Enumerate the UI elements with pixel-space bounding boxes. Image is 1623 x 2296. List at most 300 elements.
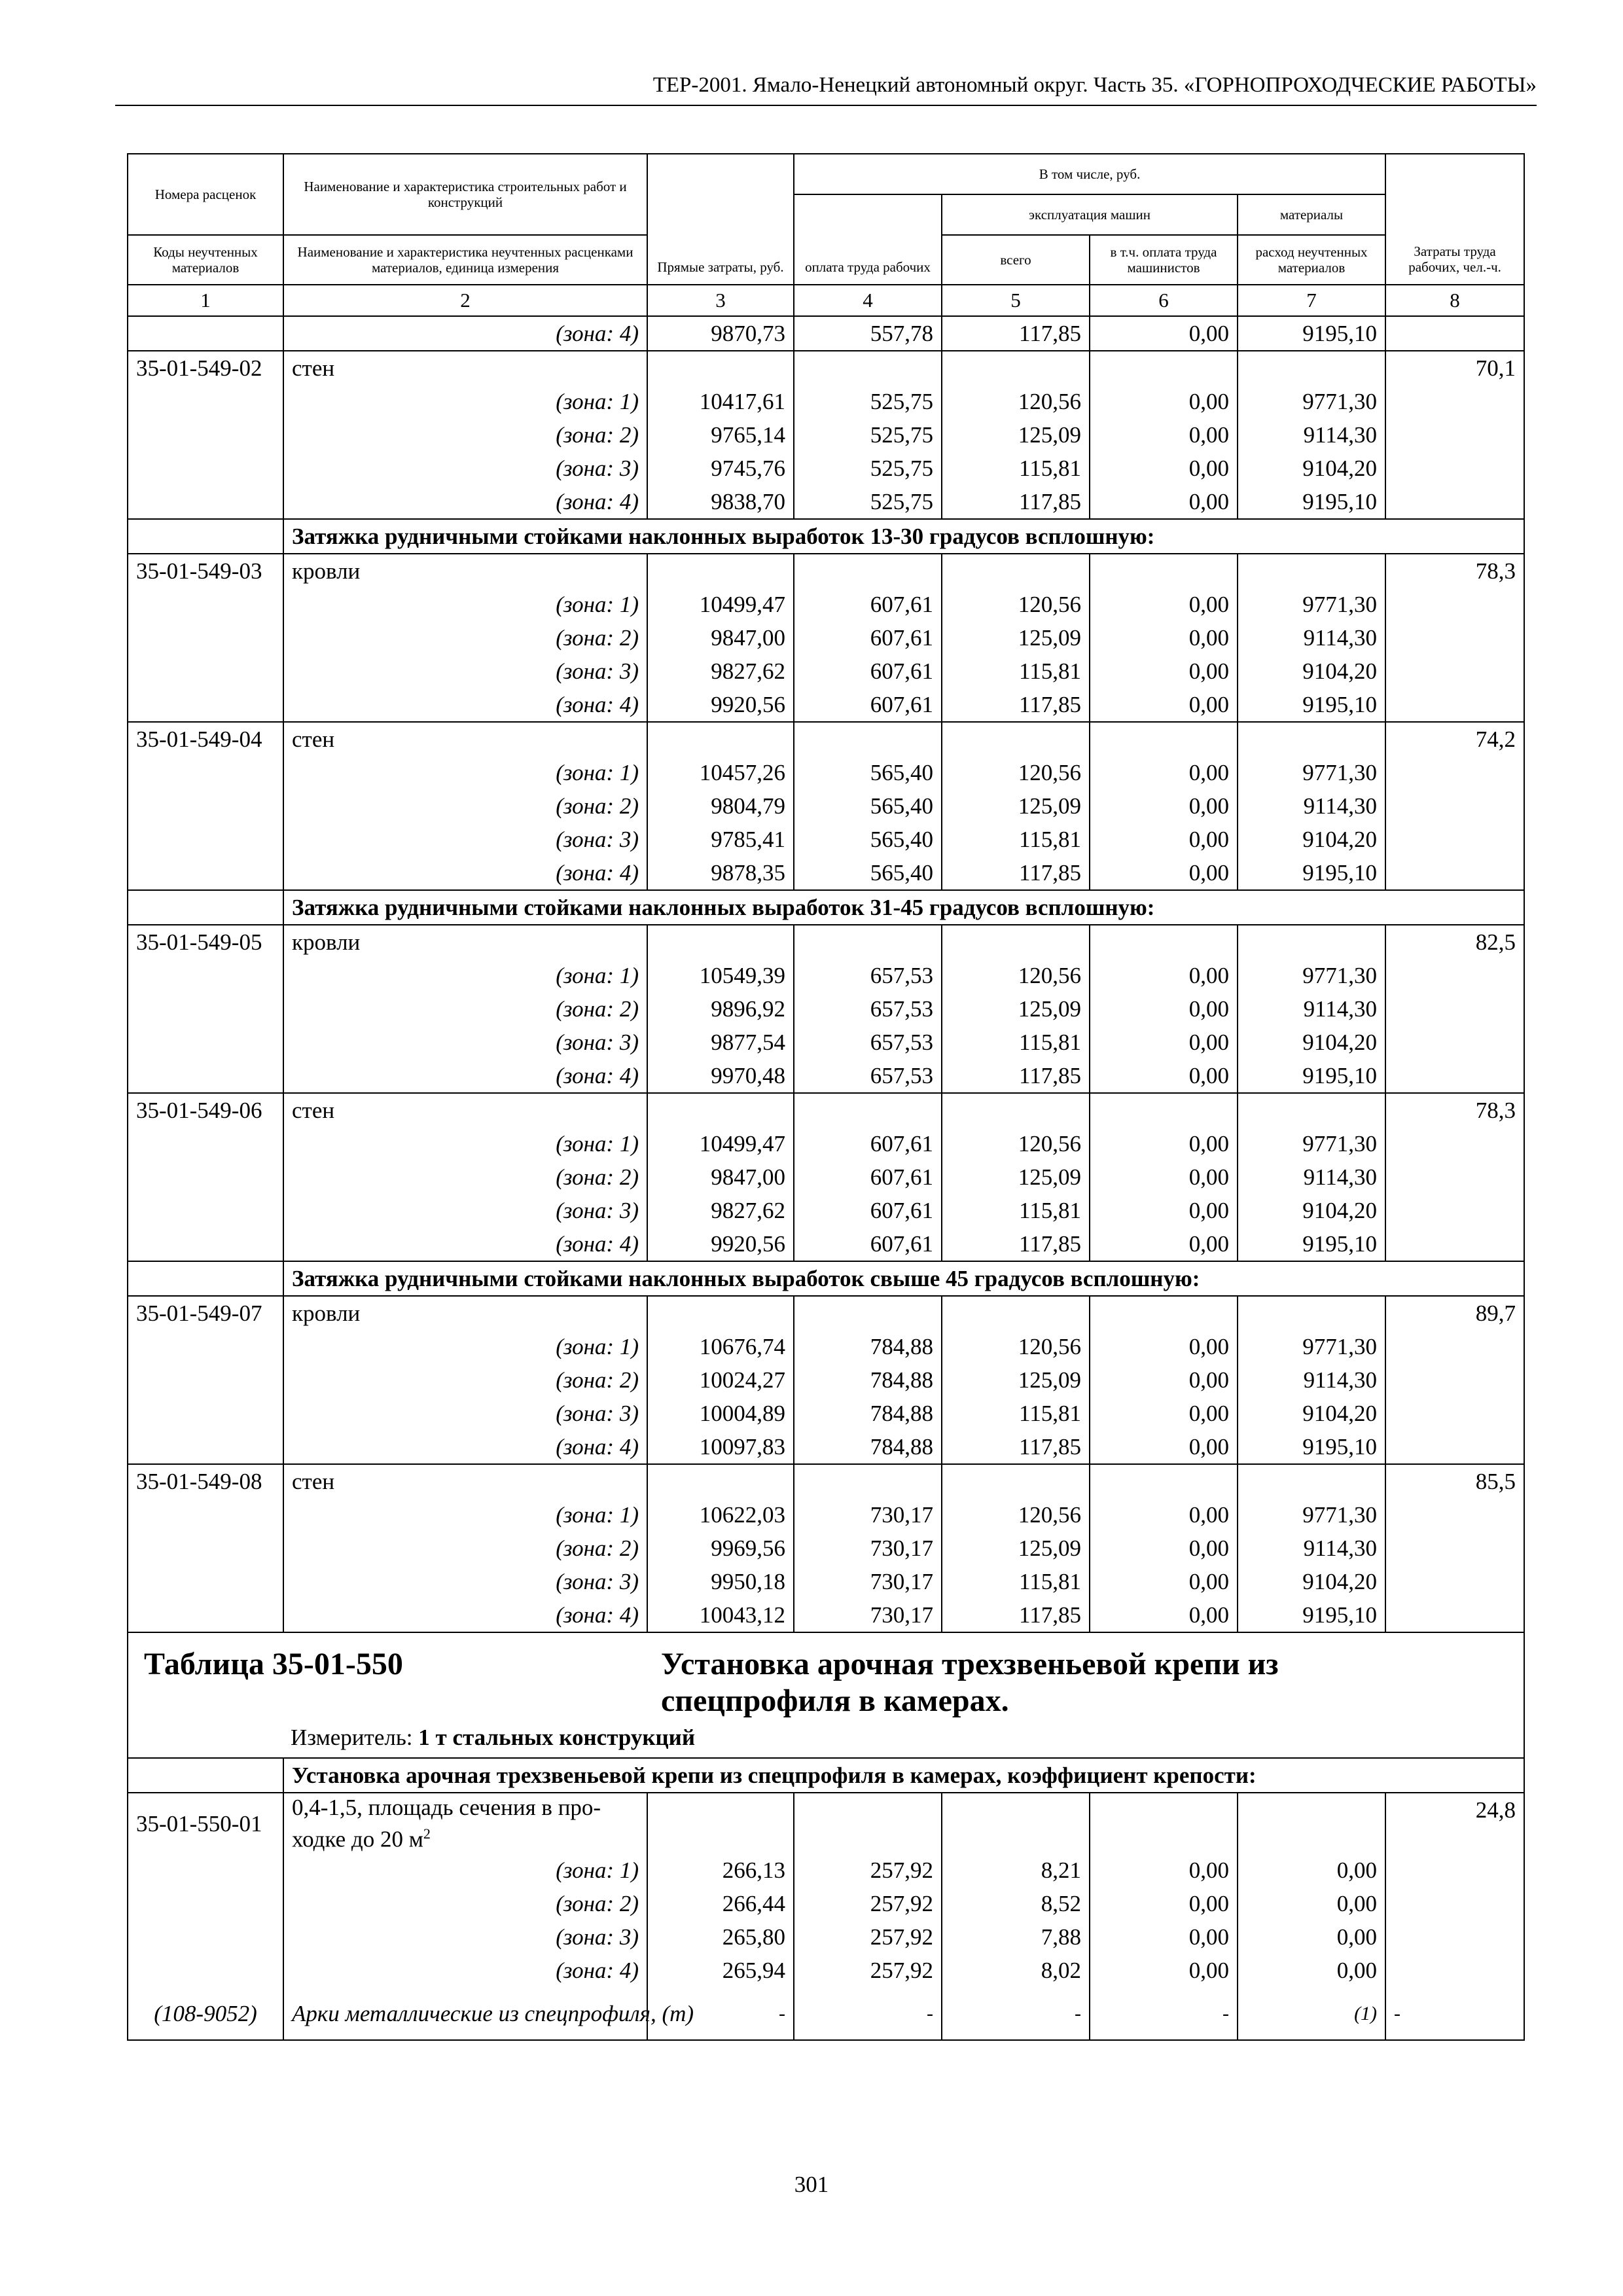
empty-cell bbox=[794, 1093, 942, 1127]
empty-cell bbox=[128, 1920, 283, 1954]
hdr-col2-bottom: Наименование и характеристика неучтенных расценками материалов, единица измерения bbox=[283, 235, 647, 285]
machines-total: 125,09 bbox=[942, 418, 1090, 452]
labor-pay: 657,53 bbox=[794, 1059, 942, 1093]
labor-pay: 565,40 bbox=[794, 756, 942, 789]
empty-cell bbox=[942, 351, 1090, 385]
machines-total: 125,09 bbox=[942, 992, 1090, 1026]
rate-name-sup: 2 bbox=[423, 1825, 431, 1842]
zone-row bbox=[128, 385, 1524, 418]
machinist-pay: 0,00 bbox=[1090, 992, 1238, 1026]
empty-cell bbox=[1385, 823, 1524, 856]
materials-cost: 9114,30 bbox=[1238, 418, 1385, 452]
empty-cell bbox=[128, 1397, 283, 1430]
machinist-pay: 0,00 bbox=[1090, 959, 1238, 992]
rate-name: кровли bbox=[283, 1296, 647, 1330]
empty-cell bbox=[647, 1793, 794, 1854]
empty-cell bbox=[128, 1598, 283, 1632]
empty-cell bbox=[128, 959, 283, 992]
labor-cost: - bbox=[1385, 1987, 1524, 2040]
empty-cell bbox=[1238, 1093, 1385, 1127]
empty-cell bbox=[128, 688, 283, 722]
machinist-pay: 0,00 bbox=[1090, 1363, 1238, 1397]
empty-cell bbox=[128, 992, 283, 1026]
empty-cell bbox=[1090, 722, 1238, 756]
empty-cell bbox=[794, 1296, 942, 1330]
labor-cost: 74,2 bbox=[1385, 722, 1524, 756]
direct-cost: 9838,70 bbox=[647, 485, 794, 519]
zone-label: (зона: 4) bbox=[283, 485, 647, 519]
materials-cost: 9114,30 bbox=[1238, 621, 1385, 655]
zone-label: (зона: 2) bbox=[283, 1160, 647, 1194]
zone-label: (зона: 3) bbox=[283, 452, 647, 485]
materials-cost: 9104,20 bbox=[1238, 655, 1385, 688]
machinist-pay: 0,00 bbox=[1090, 655, 1238, 688]
labor-pay: 607,61 bbox=[794, 1227, 942, 1261]
materials-cost: 9104,20 bbox=[1238, 452, 1385, 485]
direct-cost: 9878,35 bbox=[647, 856, 794, 890]
zone-label: (зона: 2) bbox=[283, 1363, 647, 1397]
empty-cell bbox=[128, 519, 283, 554]
direct-cost: 10004,89 bbox=[647, 1397, 794, 1430]
labor-cost: 78,3 bbox=[1385, 1093, 1524, 1127]
empty-cell bbox=[128, 1330, 283, 1363]
empty-cell bbox=[1385, 1854, 1524, 1887]
hdr-col1-bottom: Коды неучтенных материалов bbox=[128, 235, 283, 285]
empty-cell bbox=[128, 1498, 283, 1532]
zone-row bbox=[128, 1954, 1524, 1987]
col-num: 4 bbox=[794, 285, 942, 316]
labor-pay: 525,75 bbox=[794, 418, 942, 452]
col-num: 6 bbox=[1090, 285, 1238, 316]
direct-cost: 9847,00 bbox=[647, 1160, 794, 1194]
zone-row bbox=[128, 959, 1524, 992]
empty-cell bbox=[128, 1227, 283, 1261]
section-heading-row bbox=[128, 519, 1524, 554]
empty-cell bbox=[794, 1464, 942, 1498]
direct-cost: 9920,56 bbox=[647, 1227, 794, 1261]
col-num: 8 bbox=[1385, 285, 1524, 316]
table-title-row bbox=[128, 1632, 1524, 1758]
empty-cell bbox=[1090, 1093, 1238, 1127]
materials-cost: 9771,30 bbox=[1238, 1498, 1385, 1532]
empty-cell bbox=[128, 1194, 283, 1227]
meter-value: 1 т стальных конструкций bbox=[418, 1725, 695, 1750]
zone-label: (зона: 2) bbox=[283, 418, 647, 452]
direct-cost: - bbox=[647, 1987, 794, 2040]
labor-pay: 557,78 bbox=[794, 316, 942, 351]
machinist-pay: 0,00 bbox=[1090, 1854, 1238, 1887]
zone-label: (зона: 1) bbox=[283, 1127, 647, 1160]
empty-cell bbox=[1385, 452, 1524, 485]
zone-label: (зона: 1) bbox=[283, 385, 647, 418]
rate-code: 35-01-550-01 bbox=[128, 1793, 283, 1854]
machinist-pay: 0,00 bbox=[1090, 1059, 1238, 1093]
materials-cost: 9195,10 bbox=[1238, 1430, 1385, 1464]
materials-cost: 0,00 bbox=[1238, 1954, 1385, 1987]
empty-cell bbox=[1385, 621, 1524, 655]
machinist-pay: 0,00 bbox=[1090, 588, 1238, 621]
empty-cell bbox=[1385, 1430, 1524, 1464]
empty-cell bbox=[647, 1093, 794, 1127]
machinist-pay: 0,00 bbox=[1090, 1330, 1238, 1363]
materials-cost: 9771,30 bbox=[1238, 1330, 1385, 1363]
machines-total: 117,85 bbox=[942, 1598, 1090, 1632]
machines-total: 120,56 bbox=[942, 1330, 1090, 1363]
zone-row bbox=[128, 1227, 1524, 1261]
empty-cell bbox=[1385, 1498, 1524, 1532]
rate-name bbox=[283, 1793, 647, 1854]
zone-row bbox=[128, 1397, 1524, 1430]
machinist-pay: 0,00 bbox=[1090, 1127, 1238, 1160]
empty-cell bbox=[128, 418, 283, 452]
machines-total: - bbox=[942, 1987, 1090, 2040]
labor-cost: 82,5 bbox=[1385, 925, 1524, 959]
labor-pay: 657,53 bbox=[794, 959, 942, 992]
empty-cell bbox=[1385, 756, 1524, 789]
machinist-pay: 0,00 bbox=[1090, 1227, 1238, 1261]
zone-label: (зона: 3) bbox=[283, 655, 647, 688]
machines-total: 115,81 bbox=[942, 823, 1090, 856]
labor-pay: 257,92 bbox=[794, 1854, 942, 1887]
machinist-pay: 0,00 bbox=[1090, 789, 1238, 823]
zone-row bbox=[128, 1565, 1524, 1598]
empty-cell bbox=[1238, 351, 1385, 385]
direct-cost: 10024,27 bbox=[647, 1363, 794, 1397]
labor-pay: 565,40 bbox=[794, 789, 942, 823]
materials-cost: 0,00 bbox=[1238, 1854, 1385, 1887]
rate-row bbox=[128, 1093, 1524, 1127]
machines-total: 120,56 bbox=[942, 588, 1090, 621]
direct-cost: 265,80 bbox=[647, 1920, 794, 1954]
rate-row bbox=[128, 925, 1524, 959]
empty-cell bbox=[128, 1887, 283, 1920]
empty-cell bbox=[1385, 385, 1524, 418]
empty-cell bbox=[1385, 1565, 1524, 1598]
materials-cost: 9104,20 bbox=[1238, 823, 1385, 856]
labor-pay: 657,53 bbox=[794, 1026, 942, 1059]
empty-cell bbox=[942, 1093, 1090, 1127]
materials-cost: 9771,30 bbox=[1238, 588, 1385, 621]
direct-cost: 10457,26 bbox=[647, 756, 794, 789]
machinist-pay: 0,00 bbox=[1090, 1565, 1238, 1598]
hdr-col2-top: Наименование и характеристика строительных работ и конструкций bbox=[283, 154, 647, 235]
machines-total: 120,56 bbox=[942, 385, 1090, 418]
empty-cell bbox=[1385, 1532, 1524, 1565]
table-title-cell bbox=[128, 1632, 1524, 1758]
machinist-pay: - bbox=[1090, 1987, 1238, 2040]
empty-cell bbox=[128, 1127, 283, 1160]
machinist-pay: 0,00 bbox=[1090, 1194, 1238, 1227]
rate-name-line2: ходке до 20 м bbox=[292, 1826, 423, 1852]
direct-cost: 10043,12 bbox=[647, 1598, 794, 1632]
machinist-pay: 0,00 bbox=[1090, 756, 1238, 789]
empty-cell bbox=[1385, 588, 1524, 621]
hdr-col4: оплата труда рабочих bbox=[794, 194, 942, 285]
materials-cost: 9114,30 bbox=[1238, 1363, 1385, 1397]
direct-cost: 10499,47 bbox=[647, 588, 794, 621]
materials-cost: 9114,30 bbox=[1238, 992, 1385, 1026]
meter-label: Измеритель: bbox=[291, 1725, 413, 1750]
zone-label: (зона: 1) bbox=[283, 756, 647, 789]
hdr-col7: расход неучтенных материалов bbox=[1238, 235, 1385, 285]
empty-cell bbox=[1385, 316, 1524, 351]
zone-row bbox=[128, 1498, 1524, 1532]
empty-cell bbox=[942, 1464, 1090, 1498]
zone-label: (зона: 2) bbox=[283, 992, 647, 1026]
empty-cell bbox=[128, 890, 283, 925]
labor-pay: 607,61 bbox=[794, 1160, 942, 1194]
zone-row bbox=[128, 688, 1524, 722]
section-heading: Затяжка рудничными стойками наклонных выработок свыше 45 градусов всплошную: bbox=[283, 1261, 1524, 1296]
rate-code: 35-01-549-02 bbox=[128, 351, 283, 385]
empty-cell bbox=[942, 722, 1090, 756]
rate-code: 35-01-549-05 bbox=[128, 925, 283, 959]
labor-pay: 565,40 bbox=[794, 823, 942, 856]
zone-label: (зона: 3) bbox=[283, 1565, 647, 1598]
zone-row bbox=[128, 485, 1524, 519]
labor-cost: 70,1 bbox=[1385, 351, 1524, 385]
empty-cell bbox=[1385, 1598, 1524, 1632]
materials-cost: 9114,30 bbox=[1238, 1160, 1385, 1194]
materials-cost: 9114,30 bbox=[1238, 1532, 1385, 1565]
zone-label: (зона: 4) bbox=[283, 1227, 647, 1261]
machines-total: 117,85 bbox=[942, 1430, 1090, 1464]
materials-cost: 9104,20 bbox=[1238, 1397, 1385, 1430]
machinist-pay: 0,00 bbox=[1090, 1397, 1238, 1430]
empty-cell bbox=[128, 1363, 283, 1397]
rate-row bbox=[128, 554, 1524, 588]
empty-cell bbox=[647, 1464, 794, 1498]
rate-row bbox=[128, 351, 1524, 385]
direct-cost: 10499,47 bbox=[647, 1127, 794, 1160]
labor-pay: 784,88 bbox=[794, 1330, 942, 1363]
zone-label: (зона: 2) bbox=[283, 621, 647, 655]
empty-cell bbox=[1385, 1330, 1524, 1363]
hdr-materials: материалы bbox=[1238, 194, 1385, 235]
zone-label: (зона: 4) bbox=[283, 688, 647, 722]
rate-name: кровли bbox=[283, 554, 647, 588]
materials-cost: 9771,30 bbox=[1238, 385, 1385, 418]
direct-cost: 9765,14 bbox=[647, 418, 794, 452]
table-description: Установка арочная трехзвеньевой крепи из спецпрофиля в камерах. bbox=[661, 1647, 1279, 1718]
direct-cost: 9969,56 bbox=[647, 1532, 794, 1565]
labor-pay: 565,40 bbox=[794, 856, 942, 890]
zone-label: (зона: 3) bbox=[283, 1397, 647, 1430]
machines-total: 120,56 bbox=[942, 1127, 1090, 1160]
zone-label: (зона: 4) bbox=[283, 1059, 647, 1093]
direct-cost: 9785,41 bbox=[647, 823, 794, 856]
materials-cost: 9104,20 bbox=[1238, 1026, 1385, 1059]
machinist-pay: 0,00 bbox=[1090, 452, 1238, 485]
direct-cost: 10417,61 bbox=[647, 385, 794, 418]
machinist-pay: 0,00 bbox=[1090, 621, 1238, 655]
empty-cell bbox=[1385, 1160, 1524, 1194]
empty-cell bbox=[128, 756, 283, 789]
machinist-pay: 0,00 bbox=[1090, 385, 1238, 418]
machines-total: 8,52 bbox=[942, 1887, 1090, 1920]
empty-cell bbox=[1385, 1194, 1524, 1227]
col-num: 2 bbox=[283, 285, 647, 316]
rate-code: 35-01-549-06 bbox=[128, 1093, 283, 1127]
machinist-pay: 0,00 bbox=[1090, 823, 1238, 856]
materials-cost: 9104,20 bbox=[1238, 1565, 1385, 1598]
machines-total: 117,85 bbox=[942, 1227, 1090, 1261]
empty-cell bbox=[128, 1854, 283, 1887]
col-num: 1 bbox=[128, 285, 283, 316]
empty-cell bbox=[1385, 418, 1524, 452]
section-heading: Затяжка рудничными стойками наклонных выработок 13-30 градусов всплошную: bbox=[283, 519, 1524, 554]
empty-cell bbox=[128, 485, 283, 519]
zone-label: (зона: 3) bbox=[283, 1920, 647, 1954]
empty-cell bbox=[647, 554, 794, 588]
zone-row bbox=[128, 1194, 1524, 1227]
empty-cell bbox=[128, 655, 283, 688]
rate-row bbox=[128, 1793, 1524, 1854]
zone-label: (зона: 4) bbox=[283, 1954, 647, 1987]
labor-pay: 607,61 bbox=[794, 1127, 942, 1160]
direct-cost: 10097,83 bbox=[647, 1430, 794, 1464]
zone-row bbox=[128, 1430, 1524, 1464]
empty-cell bbox=[647, 1296, 794, 1330]
zone-label: (зона: 4) bbox=[283, 856, 647, 890]
empty-cell bbox=[128, 1954, 283, 1987]
labor-pay: 607,61 bbox=[794, 655, 942, 688]
machines-total: 117,85 bbox=[942, 485, 1090, 519]
empty-cell bbox=[1385, 1920, 1524, 1954]
empty-cell bbox=[1385, 1227, 1524, 1261]
zone-label: (зона: 4) bbox=[283, 316, 647, 351]
machines-total: 115,81 bbox=[942, 655, 1090, 688]
empty-cell bbox=[1385, 485, 1524, 519]
empty-cell bbox=[1090, 1793, 1238, 1854]
labor-cost: 78,3 bbox=[1385, 554, 1524, 588]
zone-label: (зона: 4) bbox=[283, 1598, 647, 1632]
materials-cost: 9195,10 bbox=[1238, 1598, 1385, 1632]
materials-cost: 9195,10 bbox=[1238, 1227, 1385, 1261]
section-heading-row bbox=[128, 1758, 1524, 1793]
hdr-machines: эксплуатация машин bbox=[942, 194, 1238, 235]
machinist-pay: 0,00 bbox=[1090, 1026, 1238, 1059]
machinist-pay: 0,00 bbox=[1090, 316, 1238, 351]
direct-cost: 9896,92 bbox=[647, 992, 794, 1026]
direct-cost: 10622,03 bbox=[647, 1498, 794, 1532]
direct-cost: 9877,54 bbox=[647, 1026, 794, 1059]
empty-cell bbox=[128, 1026, 283, 1059]
labor-pay: 730,17 bbox=[794, 1498, 942, 1532]
zone-label: (зона: 3) bbox=[283, 1194, 647, 1227]
zone-row bbox=[128, 316, 1524, 351]
empty-cell bbox=[1238, 722, 1385, 756]
labor-pay: 257,92 bbox=[794, 1954, 942, 1987]
labor-pay: 525,75 bbox=[794, 452, 942, 485]
machinist-pay: 0,00 bbox=[1090, 1498, 1238, 1532]
labor-pay: 607,61 bbox=[794, 621, 942, 655]
empty-cell bbox=[128, 1532, 283, 1565]
zone-row bbox=[128, 1330, 1524, 1363]
materials-cost: 9195,10 bbox=[1238, 856, 1385, 890]
machines-total: 8,21 bbox=[942, 1854, 1090, 1887]
col-num: 5 bbox=[942, 285, 1090, 316]
machines-total: 115,81 bbox=[942, 452, 1090, 485]
labor-pay: 784,88 bbox=[794, 1363, 942, 1397]
empty-cell bbox=[128, 621, 283, 655]
machinist-pay: 0,00 bbox=[1090, 1430, 1238, 1464]
materials-cost: 9771,30 bbox=[1238, 1127, 1385, 1160]
labor-pay: 730,17 bbox=[794, 1598, 942, 1632]
empty-cell bbox=[128, 1160, 283, 1194]
running-header: ТЕР-2001. Ямало-Ненецкий автономный округ. Часть 35. «ГОРНОПРОХОДЧЕСКИЕ РАБОТЫ» bbox=[652, 73, 1537, 97]
materials-cost: 0,00 bbox=[1238, 1887, 1385, 1920]
materials-cost: 9195,10 bbox=[1238, 316, 1385, 351]
machinist-pay: 0,00 bbox=[1090, 1887, 1238, 1920]
labor-pay: 784,88 bbox=[794, 1397, 942, 1430]
empty-cell bbox=[794, 1793, 942, 1854]
direct-cost: 9920,56 bbox=[647, 688, 794, 722]
hdr-col6: в т.ч. оплата труда машинистов bbox=[1090, 235, 1238, 285]
col-num: 7 bbox=[1238, 285, 1385, 316]
machinist-pay: 0,00 bbox=[1090, 1160, 1238, 1194]
machines-total: 125,09 bbox=[942, 789, 1090, 823]
labor-pay: 257,92 bbox=[794, 1887, 942, 1920]
empty-cell bbox=[794, 351, 942, 385]
zone-row bbox=[128, 1059, 1524, 1093]
empty-cell bbox=[1385, 655, 1524, 688]
machinist-pay: 0,00 bbox=[1090, 485, 1238, 519]
table-number: Таблица 35-01-550 bbox=[144, 1647, 403, 1681]
zone-label: (зона: 1) bbox=[283, 588, 647, 621]
zone-row bbox=[128, 1598, 1524, 1632]
materials-amount: (1) bbox=[1238, 1987, 1385, 2040]
direct-cost: 266,44 bbox=[647, 1887, 794, 1920]
material-name: Арки металлические из спецпрофиля, (т) bbox=[283, 1987, 647, 2040]
zone-row bbox=[128, 1532, 1524, 1565]
empty-cell bbox=[128, 823, 283, 856]
zone-label: (зона: 3) bbox=[283, 1026, 647, 1059]
zone-row bbox=[128, 1887, 1524, 1920]
rate-name: кровли bbox=[283, 925, 647, 959]
empty-cell bbox=[942, 925, 1090, 959]
materials-cost: 9114,30 bbox=[1238, 789, 1385, 823]
zone-row bbox=[128, 756, 1524, 789]
labor-pay: 730,17 bbox=[794, 1532, 942, 1565]
materials-cost: 9195,10 bbox=[1238, 485, 1385, 519]
direct-cost: 265,94 bbox=[647, 1954, 794, 1987]
page-number: 301 bbox=[794, 2172, 829, 2197]
empty-cell bbox=[1238, 1464, 1385, 1498]
empty-cell bbox=[128, 316, 283, 351]
empty-cell bbox=[1385, 1059, 1524, 1093]
empty-cell bbox=[1238, 1296, 1385, 1330]
rate-name: стен bbox=[283, 722, 647, 756]
machines-total: 117,85 bbox=[942, 1059, 1090, 1093]
labor-pay: 257,92 bbox=[794, 1920, 942, 1954]
labor-pay: 607,61 bbox=[794, 588, 942, 621]
zone-row bbox=[128, 789, 1524, 823]
direct-cost: 266,13 bbox=[647, 1854, 794, 1887]
direct-cost: 9827,62 bbox=[647, 655, 794, 688]
empty-cell bbox=[1090, 925, 1238, 959]
zone-row bbox=[128, 1160, 1524, 1194]
zone-row bbox=[128, 1920, 1524, 1954]
empty-cell bbox=[128, 588, 283, 621]
materials-cost: 9771,30 bbox=[1238, 959, 1385, 992]
empty-cell bbox=[942, 554, 1090, 588]
empty-cell bbox=[1385, 1363, 1524, 1397]
direct-cost: 9804,79 bbox=[647, 789, 794, 823]
machines-total: 125,09 bbox=[942, 621, 1090, 655]
zone-label: (зона: 3) bbox=[283, 823, 647, 856]
empty-cell bbox=[128, 452, 283, 485]
